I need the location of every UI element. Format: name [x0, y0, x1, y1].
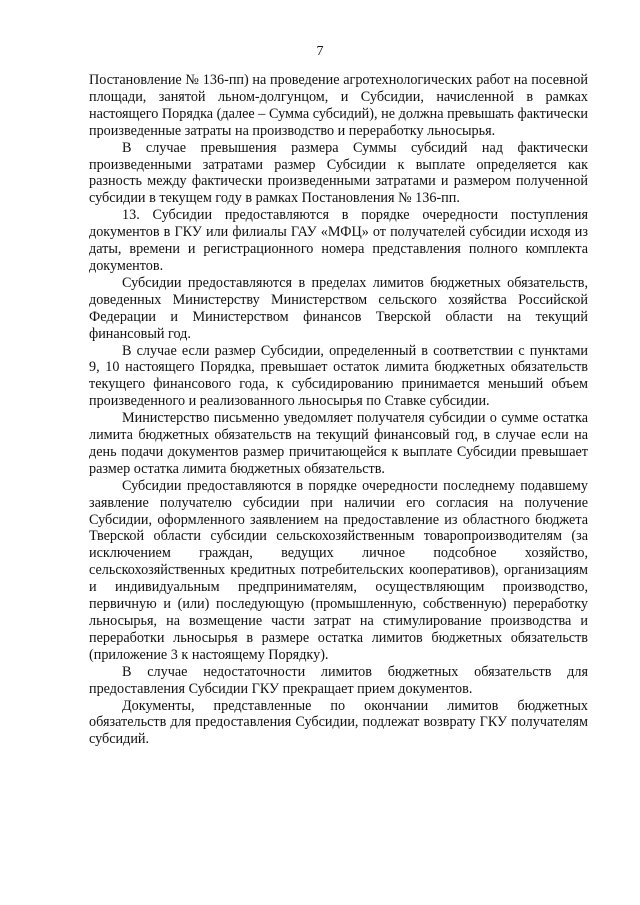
paragraph-ministry-notice: Министерство письменно уведомляет получателя субсидии о сумме остатка лимита бюджетных обязательств на текущий финансовый год, в случае если на день подачи документов размер причитающейся к выплате Субсидии превышает размер остатка лимита бюджетных обязательств.	[89, 410, 588, 477]
paragraph-insufficient-limits: В случае недостаточности лимитов бюджетных обязательств для предоставления Субсидии ГКУ прекращает прием документов.	[89, 663, 588, 697]
document-body	[89, 72, 588, 748]
page-number: 7	[316, 44, 324, 59]
paragraph-last-applicant: Субсидии предоставляются в порядке очередности последнему подавшему заявление получателю субсидии при наличии его согласия на получение Субсидии, оформленного заявлением на предоставление из областного бюджета Тверской области субсидии сельскохозяйственным товаропроизводителям (за исключением граждан, ведущих личное подсобное хозяйство, сельскохозяйственных кредитных потребительских кооперативов), организациям и индивидуальным предпринимателям, осуществляющим производство, первичную и (или) последующую (промышленную, собственную) переработку льносырья, на возмещение части затрат на стимулирование производства и переработки льносырья в размере остатка лимитов бюджетных обязательств (приложение 3 к настоящему Порядку).	[89, 477, 588, 663]
paragraph-budget-limits: Субсидии предоставляются в пределах лимитов бюджетных обязательств, доведенных Министерству Министерством сельского хозяйства Российской Федерации и Министерством финансов Тверской области на текущий финансовый год.	[89, 274, 588, 342]
paragraph-excess-subsidy: В случае превышения размера Суммы субсидий над фактически произведенными затратами размер Субсидии к выплате определяется как разность между фактически произведенными затратами и размером полученной субсидии в текущем году в рамках Постановления № 136-пп.	[89, 139, 588, 207]
paragraph-item-13: 13. Субсидии предоставляются в порядке очередности поступления документов в ГКУ или филиалы ГАУ «МФЦ» от получателей субсидии исходя из даты, времени и регистрационного номера представления полного комплекта документов.	[89, 207, 588, 274]
paragraph-document-return: Документы, представленные по окончании лимитов бюджетных обязательств для предоставления Субсидии, подлежат возврату ГКУ получателям субсидий.	[89, 697, 588, 748]
paragraph-limit-exceeded: В случае если размер Субсидии, определенный в соответствии с пунктами 9, 10 настоящего Порядка, превышает остаток лимита бюджетных обязательств текущего финансового года, к субсидированию принимается меньший объем произведенного и реализованного льносырья по Ставке субсидии.	[89, 342, 588, 410]
paragraph-continuation: Постановление № 136-пп) на проведение агротехнологических работ на посевной площади, занятой льном-долгунцом, и Субсидии, начисленной в рамках настоящего Порядка (далее – Сумма субсидий), не должна превышать фактически произведенные затраты на производство и переработку льносырья.	[89, 72, 588, 139]
